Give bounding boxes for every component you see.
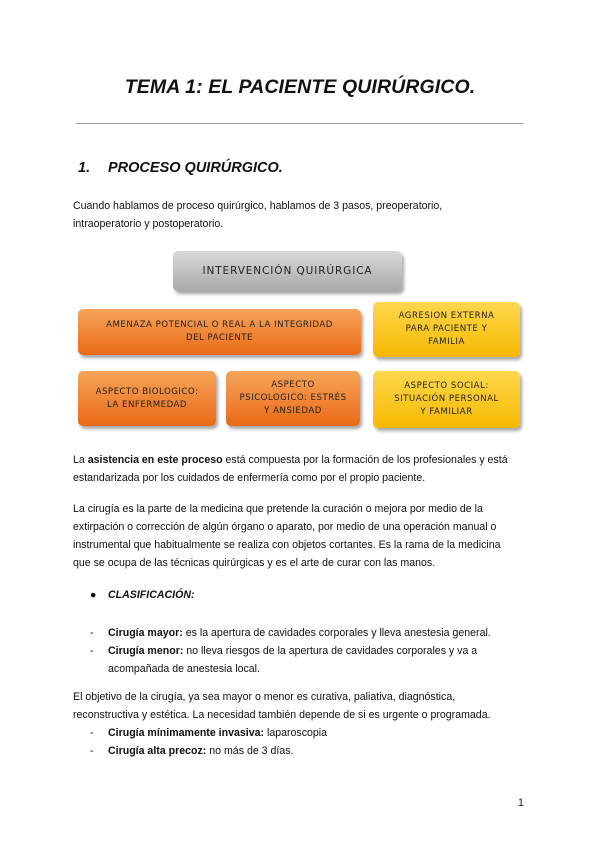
cirugia-line: que se ocupa de las técnicas quirúrgicas y es el arte de curar con las manos. [73,557,436,569]
list-term: Cirugía mínimamente invasiva: [108,727,265,739]
bold-term: asistencia en este proceso [87,454,223,466]
diagram-box-intervention [173,251,402,291]
diagram-box-label: FAMILIA [428,337,465,347]
diagram-box-aggression [373,302,520,357]
list-item [90,624,520,642]
dash-marker: - [90,627,94,639]
objetivo-line: reconstructiva y estética. La necesidad también depende de si es urgente o programada. [73,709,491,721]
diagram-box-label: AGRESION EXTERNA [398,311,495,321]
intro-paragraph [73,197,533,233]
cirugia-line: extirpación o corrección de algún órgano o aparato, por medio de una operación manual o [73,521,497,533]
list-item [90,724,520,742]
diagram-box-label: Y ANSIEDAD [264,406,322,416]
section-title: PROCESO QUIRÚRGICO. [108,160,283,176]
list-term: Cirugía menor: [108,645,184,657]
clasificacion-bullet [90,589,195,601]
bullet-icon: ● [90,589,97,601]
list-text: laparoscopia [264,727,328,739]
list-text-continued: acompañada de anestesia local. [108,663,260,675]
objetivo-paragraph [73,688,533,724]
dash-marker: - [90,645,94,657]
diagram-box-label: ASPECTO BIOLOGICO: [95,386,199,397]
diagram-box-social [373,371,520,428]
diagram-box-label: AMENAZA POTENCIAL O REAL A LA INTEGRIDAD [106,320,333,330]
list-item [90,642,520,678]
diagram-box-biological [78,371,216,426]
section-number: 1. [78,160,91,176]
list-text: no lleva riesgos de la apertura de cavidades corporales y va a [183,645,478,657]
diagram-box-label: PARA PACIENTE Y [405,324,488,334]
list-term: Cirugía alta precoz: [108,745,207,757]
asistencia-paragraph [73,451,533,487]
dash-marker: - [90,727,94,739]
intro-line: Cuando hablamos de proceso quirúrgico, hablamos de 3 pasos, preoperatorio, [73,200,443,212]
intro-line: intraoperatorio y postoperatorio. [73,218,224,230]
diagram-box-label: INTERVENCIÓN QUIRÚRGICA [202,264,373,277]
diagram-box-label: ASPECTO SOCIAL: [404,381,489,391]
cirugia-line: La cirugía es la parte de la medicina que pretende la curación o mejora por medio de la [73,503,483,515]
diagram-box-label: SITUACIÓN PERSONAL [394,394,499,404]
list-text: no más de 3 días. [206,745,294,757]
clasificacion-label: CLASIFICACIÓN: [108,589,195,601]
objetivo-line: El objetivo de la cirugía, ya sea mayor o menor es curativa, paliativa, diagnóstica, [73,691,456,703]
diagram-box-label: Y FAMILIAR [420,407,473,417]
diagram-box-psychological [226,371,360,426]
page-number: 1 [518,797,524,809]
page-title: TEMA 1: EL PACIENTE QUIRÚRGICO. [124,76,476,98]
text-run: está compuesta por la formación de los profesionales y está [222,454,508,466]
list-item [90,742,520,760]
diagram-box-threat [78,309,361,355]
cirugia-line: instrumental que habitualmente se realiza con objetos cortantes. Es la rama de la medicina [73,539,501,551]
text-run: La [73,454,88,466]
diagram-box-label: DEL PACIENTE [185,333,253,343]
asistencia-line [73,451,533,469]
list-term: Cirugía mayor: [108,627,183,639]
asistencia-line: estandarizada por los cuidados de enfermería como por el propio paciente. [73,472,426,484]
section-heading [78,160,283,176]
cirugia-paragraph [73,500,533,572]
title-divider [76,123,523,124]
diagram-box-label: ASPECTO [271,380,315,390]
diagram-box-label: PSICOLOGICO: ESTRÉS [239,393,347,403]
diagram-box-label: LA ENFERMEDAD [106,399,188,410]
dash-marker: - [90,745,94,757]
list-text: es la apertura de cavidades corporales y lleva anestesia general. [182,627,491,639]
